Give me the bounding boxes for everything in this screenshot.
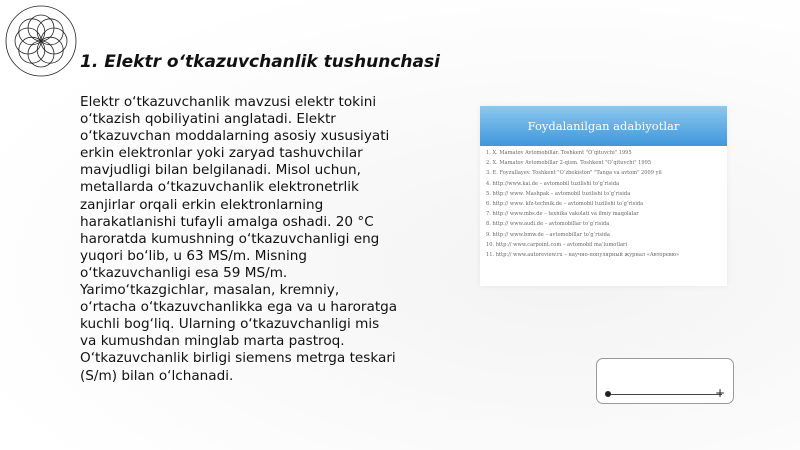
references-title: Foydalanilgan adabiyotlar [527,119,680,133]
reference-item: 6. http:// www. kfz-technik.de – avtomobil tuzilishi to‘g‘risida [486,201,644,208]
reference-item: 3. E. Foyzullayev. Toshkent "O‘zbekiston" "Tanga va avtom" 2009 yil [486,170,662,177]
dot-icon[interactable] [605,391,611,397]
reference-item: 1. X. Mamatov Avtomobillar. Toshkent "O‘qituvchi" 1995 [486,150,632,156]
reference-item: 7. http:// www.mbs.de – texnika vakolati va ilmiy maqolalar [486,211,639,218]
slide-title: 1. Elektr o‘tkazuvchanlik tushunchasi [80,52,440,72]
timeline-slider[interactable] [596,358,734,404]
reference-item: 4. http://www.kai.de – avtomobil tuzilishi to‘g‘risida [486,180,620,187]
reference-item: 8. http:// www.audi.de – avtomobillar to‘g‘risida [486,221,610,228]
spirograph-logo-icon [4,4,78,78]
plus-icon[interactable]: + [714,386,725,400]
reference-item: 5. http:// www. Mashpak – avtomobil tuzilishi to‘g‘risida [486,190,631,197]
slide-body-text: Elektr o‘tkazuvchanlik mavzusi elektr tokini o‘tkazish qobiliyatini anglatadi. Elektr o‘tkazuvchan moddalarning asosiy xususiyati erkin elektronlar yoki zaryad tashuvchilar mavjudligi bilan belgilanadi. Misol uchun, metallarda o‘tkazuvchanlik elektronetrlik zanjirlar orqali erkin elektronlarning harakatlanishi tufayli amalga oshadi. 20 °C haroratda kumushning o‘tkazuvchanligi eng yuqori bo‘lib, u 63 MS/m. Misning o‘tkazuvchanligi esa 59 MS/m. Yarimo‘tkazgichlar, masalan, kremniy, o‘rtacha o‘tkazuvchanlikka ega va u haroratga kuchli bog‘liq. Ularning o‘tkazuvchanligi mis va kumushdan minglab marta pastroq. O‘tkazuvchanlik birligi siemens metrga teskari (S/m) bilan o‘lchanadi. [80,94,398,384]
references-list [480,146,727,260]
references-image [480,106,727,286]
references-header [480,106,727,146]
reference-item: 11. http:// www.autoreview.ru – научно-популярный журнал «Авторевю» [486,252,680,259]
reference-item: 10. http:// www.carpoint.com – avtomobil ma’lumotlari [486,241,628,248]
reference-item: 9. http:// www.bmw.de – avtomobillar to‘g‘risida [486,231,610,238]
slider-track [608,394,722,395]
reference-item: 2. X. Mamatov Avtomobillar 2-qism. Toshkent "O‘qituvchi" 1995 [486,160,652,167]
